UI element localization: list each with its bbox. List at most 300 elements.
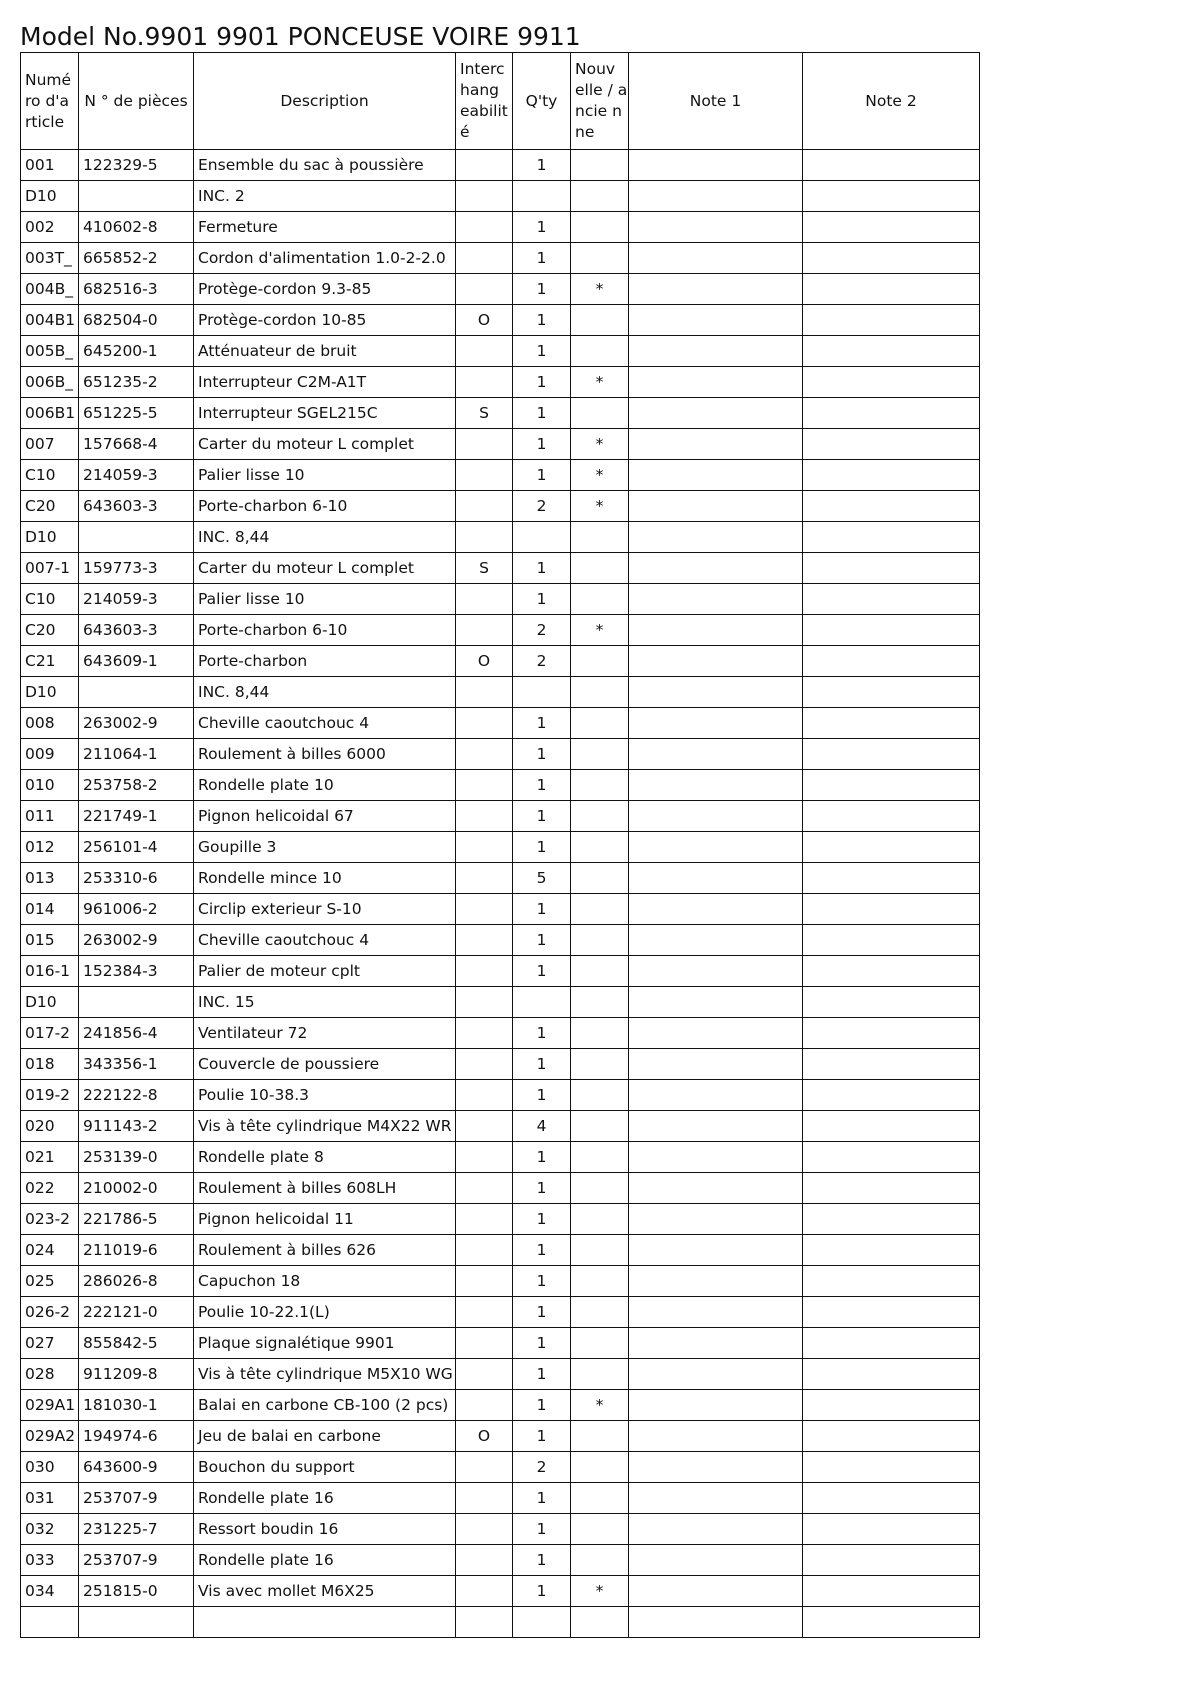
table-row (21, 429, 980, 460)
cell-description: Atténuateur de bruit (194, 336, 456, 367)
cell-note-2 (803, 336, 980, 367)
cell-quantity: 1 (513, 584, 571, 615)
cell-part-number: 682504-0 (79, 305, 194, 336)
cell-interchangeability: S (456, 553, 513, 584)
cell-description: INC. 2 (194, 181, 456, 212)
cell-item-number: D10 (21, 522, 79, 553)
cell-new-old (571, 1049, 629, 1080)
cell-new-old (571, 1266, 629, 1297)
cell-item-number: 004B_ (21, 274, 79, 305)
table-body (21, 150, 980, 1638)
cell-description: Rondelle mince 10 (194, 863, 456, 894)
cell-new-old (571, 1328, 629, 1359)
table-row (21, 1018, 980, 1049)
cell-note-1 (629, 801, 803, 832)
cell-new-old (571, 150, 629, 181)
cell-note-1 (629, 367, 803, 398)
cell-note-2 (803, 460, 980, 491)
cell-interchangeability (456, 1390, 513, 1421)
cell-quantity: 1 (513, 1421, 571, 1452)
cell-item-number: C20 (21, 491, 79, 522)
table-row (21, 770, 980, 801)
cell-item-number: 012 (21, 832, 79, 863)
cell-part-number: 221786-5 (79, 1204, 194, 1235)
cell-part-number: 214059-3 (79, 460, 194, 491)
cell-interchangeability (456, 522, 513, 553)
cell-item-number: 016-1 (21, 956, 79, 987)
cell-description: Vis avec mollet M6X25 (194, 1576, 456, 1607)
cell-interchangeability (456, 429, 513, 460)
table-row (21, 491, 980, 522)
cell-note-2 (803, 1390, 980, 1421)
cell-item-number: 026-2 (21, 1297, 79, 1328)
cell-note-2 (803, 429, 980, 460)
table-row (21, 832, 980, 863)
cell-note-2 (803, 212, 980, 243)
cell-interchangeability (456, 739, 513, 770)
cell-note-2 (803, 1483, 980, 1514)
cell-interchangeability (456, 212, 513, 243)
cell-quantity (513, 181, 571, 212)
table-row (21, 181, 980, 212)
cell-part-number: 263002-9 (79, 708, 194, 739)
cell-new-old (571, 925, 629, 956)
cell-part-number: 263002-9 (79, 925, 194, 956)
cell-quantity: 1 (513, 1235, 571, 1266)
cell-note-2 (803, 894, 980, 925)
cell-quantity: 2 (513, 646, 571, 677)
cell-item-number: 004B1 (21, 305, 79, 336)
cell-new-old (571, 1018, 629, 1049)
cell-new-old: * (571, 615, 629, 646)
cell-note-2 (803, 925, 980, 956)
cell-item-number: 006B_ (21, 367, 79, 398)
cell-quantity: 1 (513, 1018, 571, 1049)
cell-note-1 (629, 274, 803, 305)
cell-description: Capuchon 18 (194, 1266, 456, 1297)
cell-interchangeability (456, 1545, 513, 1576)
cell-description: Protège-cordon 10-85 (194, 305, 456, 336)
cell-interchangeability (456, 925, 513, 956)
cell-quantity (513, 987, 571, 1018)
cell-quantity: 1 (513, 460, 571, 491)
cell-item-number: 020 (21, 1111, 79, 1142)
header-part-number: N ° de pièces (79, 53, 194, 150)
cell-note-2 (803, 305, 980, 336)
cell-description: INC. 8,44 (194, 677, 456, 708)
cell-item-number: 015 (21, 925, 79, 956)
cell-part-number: 645200-1 (79, 336, 194, 367)
cell-note-1 (629, 832, 803, 863)
table-row (21, 1421, 980, 1452)
table-row (21, 243, 980, 274)
cell-part-number (79, 677, 194, 708)
cell-description: Palier lisse 10 (194, 584, 456, 615)
cell-description: Rondelle plate 16 (194, 1483, 456, 1514)
cell-quantity: 1 (513, 243, 571, 274)
cell-note-2 (803, 181, 980, 212)
table-row (21, 274, 980, 305)
cell-description: Cheville caoutchouc 4 (194, 925, 456, 956)
cell-new-old: * (571, 1390, 629, 1421)
cell-note-2 (803, 770, 980, 801)
cell-note-2 (803, 1328, 980, 1359)
table-row (21, 863, 980, 894)
cell-note-2 (803, 1111, 980, 1142)
header-description: Description (194, 53, 456, 150)
cell-note-1 (629, 1080, 803, 1111)
cell-note-2 (803, 708, 980, 739)
cell-new-old (571, 1421, 629, 1452)
cell-new-old (571, 1359, 629, 1390)
cell-note-2 (803, 274, 980, 305)
cell-item-number: 032 (21, 1514, 79, 1545)
cell-new-old (571, 522, 629, 553)
cell-note-2 (803, 1204, 980, 1235)
cell-item-number: 010 (21, 770, 79, 801)
table-row (21, 894, 980, 925)
cell-item-number: 022 (21, 1173, 79, 1204)
table-row (21, 615, 980, 646)
cell-interchangeability (456, 460, 513, 491)
header-interchangeability: Interc hang eabilit é (456, 53, 513, 150)
cell-part-number: 253707-9 (79, 1545, 194, 1576)
cell-note-1 (629, 956, 803, 987)
cell-note-2 (803, 832, 980, 863)
table-row (21, 646, 980, 677)
cell-note-2 (803, 1173, 980, 1204)
table-row (21, 305, 980, 336)
cell-new-old (571, 553, 629, 584)
cell-interchangeability (456, 956, 513, 987)
cell-description: INC. 8,44 (194, 522, 456, 553)
cell-part-number: 194974-6 (79, 1421, 194, 1452)
cell-item-number: 019-2 (21, 1080, 79, 1111)
cell-interchangeability (456, 615, 513, 646)
cell-item-number: 025 (21, 1266, 79, 1297)
cell-description: Palier de moteur cplt (194, 956, 456, 987)
cell-note-1 (629, 398, 803, 429)
cell-quantity: 1 (513, 367, 571, 398)
cell-item-number: 003T_ (21, 243, 79, 274)
cell-new-old (571, 1142, 629, 1173)
cell-new-old (571, 243, 629, 274)
cell-note-2 (803, 1514, 980, 1545)
cell-quantity: 1 (513, 1173, 571, 1204)
cell-quantity: 1 (513, 1204, 571, 1235)
cell-note-2 (803, 1235, 980, 1266)
cell-quantity: 1 (513, 1328, 571, 1359)
cell-part-number (79, 522, 194, 553)
cell-part-number: 855842-5 (79, 1328, 194, 1359)
cell-interchangeability (456, 1576, 513, 1607)
cell-quantity: 1 (513, 894, 571, 925)
cell-description: Ventilateur 72 (194, 1018, 456, 1049)
cell-interchangeability (456, 1297, 513, 1328)
cell-item-number: 029A2 (21, 1421, 79, 1452)
cell-interchangeability (456, 1483, 513, 1514)
empty-cell (79, 1607, 194, 1638)
empty-cell (456, 1607, 513, 1638)
cell-new-old (571, 894, 629, 925)
cell-item-number: 005B_ (21, 336, 79, 367)
cell-part-number: 643609-1 (79, 646, 194, 677)
table-row (21, 1080, 980, 1111)
empty-cell (21, 1607, 79, 1638)
cell-quantity: 1 (513, 1483, 571, 1514)
cell-new-old (571, 1297, 629, 1328)
cell-description: Pignon helicoidal 67 (194, 801, 456, 832)
cell-new-old (571, 987, 629, 1018)
cell-item-number: 007-1 (21, 553, 79, 584)
cell-quantity: 1 (513, 1576, 571, 1607)
empty-cell (803, 1607, 980, 1638)
cell-description: Cordon d'alimentation 1.0-2-2.0 (194, 243, 456, 274)
cell-note-1 (629, 1483, 803, 1514)
cell-note-1 (629, 243, 803, 274)
cell-note-1 (629, 150, 803, 181)
table-row (21, 336, 980, 367)
cell-note-2 (803, 739, 980, 770)
cell-item-number: 027 (21, 1328, 79, 1359)
cell-interchangeability (456, 1142, 513, 1173)
cell-quantity: 1 (513, 1545, 571, 1576)
cell-description: Vis à tête cylindrique M5X10 WG (194, 1359, 456, 1390)
cell-quantity (513, 522, 571, 553)
cell-note-1 (629, 460, 803, 491)
cell-note-2 (803, 677, 980, 708)
cell-quantity: 2 (513, 615, 571, 646)
cell-note-2 (803, 1297, 980, 1328)
cell-part-number: 256101-4 (79, 832, 194, 863)
cell-quantity (513, 677, 571, 708)
cell-part-number: 210002-0 (79, 1173, 194, 1204)
cell-quantity: 1 (513, 1359, 571, 1390)
cell-item-number: D10 (21, 181, 79, 212)
cell-note-1 (629, 646, 803, 677)
header-item-number: Numé ro d'a rticle (21, 53, 79, 150)
cell-quantity: 1 (513, 925, 571, 956)
cell-part-number: 211064-1 (79, 739, 194, 770)
cell-part-number: 253139-0 (79, 1142, 194, 1173)
cell-quantity: 1 (513, 150, 571, 181)
cell-note-2 (803, 1576, 980, 1607)
table-row (21, 1328, 980, 1359)
cell-note-1 (629, 708, 803, 739)
cell-description: Plaque signalétique 9901 (194, 1328, 456, 1359)
cell-part-number: 231225-7 (79, 1514, 194, 1545)
cell-part-number: 122329-5 (79, 150, 194, 181)
cell-note-1 (629, 1142, 803, 1173)
cell-new-old (571, 1173, 629, 1204)
cell-description: INC. 15 (194, 987, 456, 1018)
cell-quantity: 1 (513, 305, 571, 336)
cell-new-old (571, 770, 629, 801)
cell-interchangeability (456, 336, 513, 367)
cell-new-old (571, 801, 629, 832)
cell-description: Balai en carbone CB-100 (2 pcs) (194, 1390, 456, 1421)
cell-item-number: 011 (21, 801, 79, 832)
header-new-old: Nouv elle / ancie nne (571, 53, 629, 150)
cell-note-2 (803, 491, 980, 522)
cell-note-1 (629, 1390, 803, 1421)
cell-part-number: 911209-8 (79, 1359, 194, 1390)
cell-quantity: 1 (513, 832, 571, 863)
cell-item-number: 009 (21, 739, 79, 770)
cell-quantity: 1 (513, 274, 571, 305)
cell-quantity: 1 (513, 1142, 571, 1173)
cell-interchangeability (456, 801, 513, 832)
cell-new-old (571, 212, 629, 243)
cell-description: Rondelle plate 8 (194, 1142, 456, 1173)
table-row (21, 1266, 980, 1297)
cell-part-number: 410602-8 (79, 212, 194, 243)
cell-interchangeability (456, 367, 513, 398)
cell-new-old (571, 739, 629, 770)
cell-interchangeability (456, 150, 513, 181)
cell-part-number: 253758-2 (79, 770, 194, 801)
cell-description: Fermeture (194, 212, 456, 243)
cell-part-number: 643603-3 (79, 615, 194, 646)
table-row (21, 1173, 980, 1204)
cell-note-2 (803, 1545, 980, 1576)
cell-item-number: 031 (21, 1483, 79, 1514)
cell-note-1 (629, 491, 803, 522)
cell-part-number: 682516-3 (79, 274, 194, 305)
cell-new-old (571, 181, 629, 212)
cell-part-number: 665852-2 (79, 243, 194, 274)
cell-description: Porte-charbon 6-10 (194, 491, 456, 522)
cell-new-old: * (571, 460, 629, 491)
cell-note-1 (629, 1576, 803, 1607)
table-row (21, 1111, 980, 1142)
cell-item-number: C10 (21, 584, 79, 615)
cell-description: Porte-charbon 6-10 (194, 615, 456, 646)
empty-cell (513, 1607, 571, 1638)
cell-new-old (571, 863, 629, 894)
cell-note-2 (803, 863, 980, 894)
cell-item-number: 028 (21, 1359, 79, 1390)
empty-cell (194, 1607, 456, 1638)
cell-interchangeability (456, 1204, 513, 1235)
cell-part-number: 911143-2 (79, 1111, 194, 1142)
table-row (21, 150, 980, 181)
table-row (21, 1390, 980, 1421)
cell-note-1 (629, 894, 803, 925)
cell-new-old: * (571, 274, 629, 305)
cell-item-number: 021 (21, 1142, 79, 1173)
cell-new-old (571, 646, 629, 677)
cell-interchangeability (456, 1235, 513, 1266)
cell-item-number: 001 (21, 150, 79, 181)
cell-description: Carter du moteur L complet (194, 553, 456, 584)
cell-note-1 (629, 522, 803, 553)
cell-quantity: 1 (513, 739, 571, 770)
cell-note-2 (803, 1142, 980, 1173)
cell-part-number: 152384-3 (79, 956, 194, 987)
cell-note-1 (629, 987, 803, 1018)
cell-new-old: * (571, 429, 629, 460)
cell-new-old (571, 1483, 629, 1514)
cell-description: Vis à tête cylindrique M4X22 WR (194, 1111, 456, 1142)
table-row (21, 801, 980, 832)
cell-description: Porte-charbon (194, 646, 456, 677)
cell-quantity: 1 (513, 1514, 571, 1545)
cell-item-number: 008 (21, 708, 79, 739)
header-note-1: Note 1 (629, 53, 803, 150)
cell-note-2 (803, 150, 980, 181)
cell-note-2 (803, 553, 980, 584)
cell-note-2 (803, 956, 980, 987)
cell-interchangeability (456, 181, 513, 212)
cell-part-number: 651225-5 (79, 398, 194, 429)
cell-item-number: 018 (21, 1049, 79, 1080)
cell-note-2 (803, 1049, 980, 1080)
cell-note-2 (803, 1452, 980, 1483)
cell-part-number: 214059-3 (79, 584, 194, 615)
cell-quantity: 1 (513, 956, 571, 987)
cell-note-1 (629, 863, 803, 894)
cell-description: Ensemble du sac à poussière (194, 150, 456, 181)
cell-note-1 (629, 1111, 803, 1142)
table-row (21, 553, 980, 584)
cell-interchangeability (456, 894, 513, 925)
cell-part-number: 157668-4 (79, 429, 194, 460)
header-quantity: Q'ty (513, 53, 571, 150)
table-row (21, 522, 980, 553)
parts-table-container (20, 52, 980, 1674)
cell-description: Poulie 10-22.1(L) (194, 1297, 456, 1328)
cell-item-number: 017-2 (21, 1018, 79, 1049)
cell-description: Roulement à billes 626 (194, 1235, 456, 1266)
cell-note-1 (629, 1514, 803, 1545)
cell-note-1 (629, 1173, 803, 1204)
cell-description: Rondelle plate 10 (194, 770, 456, 801)
cell-part-number: 222121-0 (79, 1297, 194, 1328)
cell-note-1 (629, 1204, 803, 1235)
cell-quantity: 1 (513, 398, 571, 429)
cell-description: Interrupteur C2M-A1T (194, 367, 456, 398)
cell-new-old (571, 1514, 629, 1545)
cell-note-2 (803, 1359, 980, 1390)
cell-new-old (571, 1204, 629, 1235)
cell-note-2 (803, 398, 980, 429)
cell-part-number: 343356-1 (79, 1049, 194, 1080)
cell-item-number: C20 (21, 615, 79, 646)
table-row (21, 677, 980, 708)
table-row (21, 956, 980, 987)
cell-item-number: 002 (21, 212, 79, 243)
table-row (21, 584, 980, 615)
cell-new-old (571, 1080, 629, 1111)
cell-note-2 (803, 584, 980, 615)
cell-note-1 (629, 429, 803, 460)
cell-interchangeability (456, 1328, 513, 1359)
cell-description: Bouchon du support (194, 1452, 456, 1483)
cell-note-2 (803, 646, 980, 677)
cell-interchangeability (456, 491, 513, 522)
cell-note-2 (803, 243, 980, 274)
cell-part-number: 241856-4 (79, 1018, 194, 1049)
cell-description: Pignon helicoidal 11 (194, 1204, 456, 1235)
table-row (21, 739, 980, 770)
cell-interchangeability (456, 832, 513, 863)
cell-description: Roulement à billes 608LH (194, 1173, 456, 1204)
cell-interchangeability (456, 708, 513, 739)
cell-note-2 (803, 1421, 980, 1452)
cell-note-1 (629, 553, 803, 584)
cell-item-number: 033 (21, 1545, 79, 1576)
